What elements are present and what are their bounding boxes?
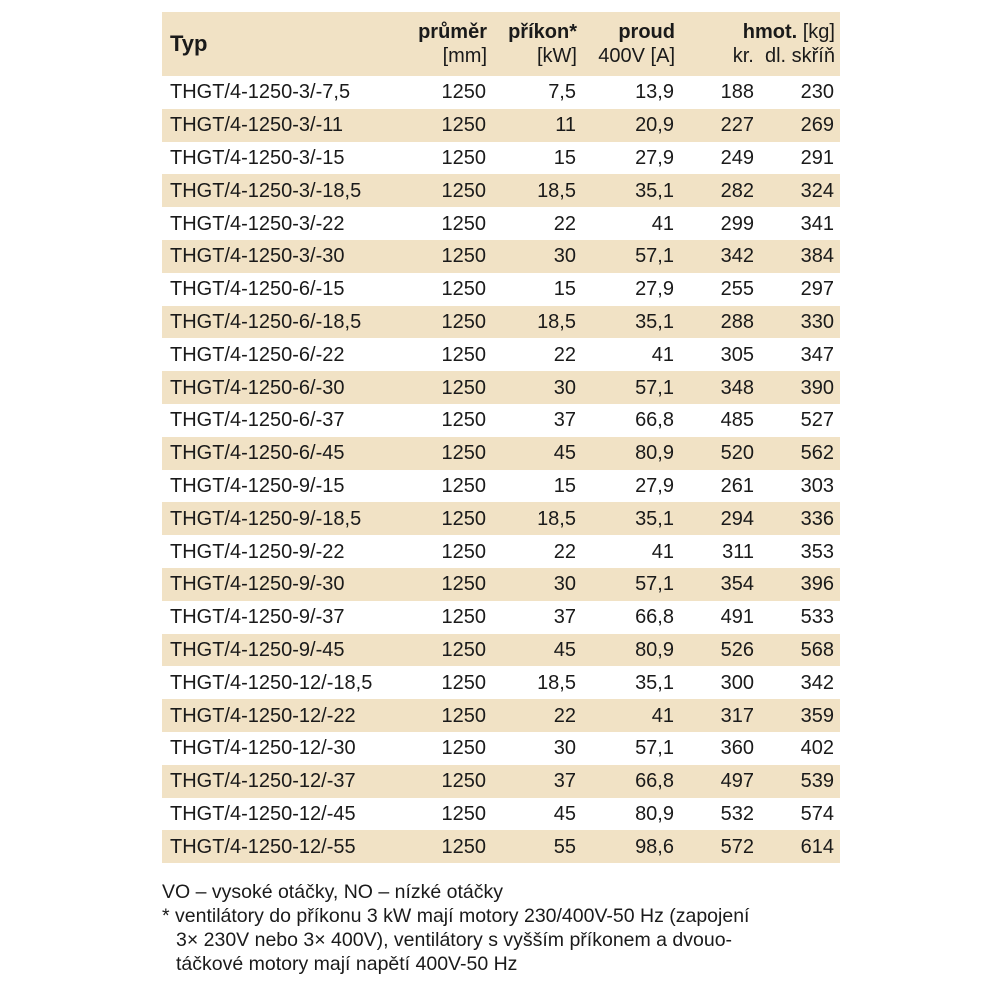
cell-prikon: 22 (553, 540, 576, 563)
header-prikon-label: příkon* (508, 21, 577, 43)
cell-kr: 300 (720, 671, 754, 694)
cell-kr: 227 (680, 109, 760, 142)
cell-proud: 27,9 (635, 474, 674, 497)
cell-prumer: 1250 (403, 240, 492, 273)
cell-kr: 255 (720, 278, 754, 301)
cell-prikon: 7,5 (548, 81, 576, 104)
specs-table (162, 12, 840, 863)
cell-proud: 57,1 (582, 240, 680, 273)
cell-proud: 80,9 (635, 802, 674, 825)
cell-prumer: 1250 (441, 212, 486, 235)
cell-kr: 305 (720, 343, 754, 366)
table-row (162, 470, 840, 503)
cell-dl: 291 (800, 146, 834, 169)
cell-dl: 330 (760, 306, 840, 339)
cell-prumer: 1250 (403, 502, 492, 535)
cell-proud: 35,1 (582, 306, 680, 339)
cell-proud: 41 (582, 699, 680, 732)
cell-dl: 614 (760, 830, 840, 863)
cell-typ: THGT/4-1250-12/-30 (170, 737, 356, 760)
cell-proud: 27,9 (635, 278, 674, 301)
cell-prumer: 1250 (403, 765, 492, 798)
cell-proud: 35,1 (635, 671, 674, 694)
cell-prikon: 30 (492, 240, 582, 273)
cell-dl: 384 (760, 240, 840, 273)
cell-typ: THGT/4-1250-9/-22 (170, 540, 345, 563)
cell-prumer: 1250 (441, 606, 486, 629)
cell-prumer: 1250 (403, 634, 492, 667)
header-proud-label: proud (618, 21, 675, 43)
cell-kr: 360 (720, 737, 754, 760)
cell-typ: THGT/4-1250-3/-18,5 (162, 174, 403, 207)
cell-typ: THGT/4-1250-12/-37 (162, 765, 403, 798)
cell-prumer: 1250 (403, 109, 492, 142)
cell-typ: THGT/4-1250-6/-18,5 (162, 306, 403, 339)
cell-proud: 57,1 (582, 371, 680, 404)
cell-proud: 57,1 (635, 737, 674, 760)
cell-typ: THGT/4-1250-3/-11 (162, 109, 403, 142)
cell-typ: THGT/4-1250-12/-55 (162, 830, 403, 863)
cell-dl: 353 (800, 540, 834, 563)
cell-proud: 41 (651, 343, 674, 366)
cell-kr: 485 (720, 409, 754, 432)
cell-dl: 574 (800, 802, 834, 825)
cell-prumer: 1250 (403, 306, 492, 339)
cell-typ: THGT/4-1250-6/-30 (162, 371, 403, 404)
cell-prikon: 15 (553, 146, 576, 169)
cell-kr: 526 (680, 634, 760, 667)
cell-dl: 347 (800, 343, 834, 366)
legend-note: VO – vysoké otáčky, NO – nízké otáčky (162, 881, 504, 903)
cell-prikon: 15 (553, 474, 576, 497)
cell-typ: THGT/4-1250-9/-45 (162, 634, 403, 667)
cell-prikon: 30 (492, 371, 582, 404)
header-prikon-unit: [kW] (537, 45, 577, 67)
cell-prikon: 18,5 (492, 174, 582, 207)
table-row (162, 207, 840, 240)
table-row (162, 732, 840, 765)
cell-typ: THGT/4-1250-9/-30 (162, 568, 403, 601)
cell-dl: 269 (760, 109, 840, 142)
table-row (162, 601, 840, 634)
cell-prikon: 15 (553, 278, 576, 301)
cell-proud: 57,1 (582, 568, 680, 601)
cell-prumer: 1250 (441, 737, 486, 760)
table-row (162, 306, 840, 339)
cell-kr: 532 (720, 802, 754, 825)
cell-typ: THGT/4-1250-3/-22 (170, 212, 345, 235)
header-hmot (680, 12, 840, 76)
cell-dl: 230 (800, 81, 834, 104)
cell-prikon: 18,5 (492, 306, 582, 339)
cell-prikon: 18,5 (492, 502, 582, 535)
cell-prumer: 1250 (403, 371, 492, 404)
table-row (162, 338, 840, 371)
table-header-row (162, 12, 840, 76)
cell-proud: 35,1 (582, 502, 680, 535)
cell-typ: THGT/4-1250-6/-22 (170, 343, 345, 366)
cell-proud: 66,8 (635, 606, 674, 629)
cell-prumer: 1250 (441, 81, 486, 104)
table-row (162, 568, 840, 601)
cell-prikon: 45 (492, 437, 582, 470)
table-body (162, 76, 840, 863)
cell-prumer: 1250 (441, 278, 486, 301)
cell-dl: 527 (800, 409, 834, 432)
cell-prikon: 55 (492, 830, 582, 863)
cell-prumer: 1250 (441, 474, 486, 497)
cell-dl: 336 (760, 502, 840, 535)
cell-kr: 572 (680, 830, 760, 863)
table-row (162, 76, 840, 109)
cell-prikon: 45 (553, 802, 576, 825)
cell-typ: THGT/4-1250-12/-45 (170, 802, 356, 825)
table-row (162, 502, 840, 535)
cell-prumer: 1250 (441, 802, 486, 825)
cell-kr: 188 (720, 81, 754, 104)
cell-prumer: 1250 (403, 699, 492, 732)
table-row (162, 699, 840, 732)
footnote-line-1: * ventilátory do příkonu 3 kW mají motory 230/400V-50 Hz (zapojení (162, 905, 750, 927)
table-row (162, 535, 840, 568)
cell-dl: 402 (800, 737, 834, 760)
cell-proud: 66,8 (582, 765, 680, 798)
cell-dl: 568 (760, 634, 840, 667)
header-hmot-dl: dl. skříň (764, 45, 835, 67)
cell-kr: 288 (680, 306, 760, 339)
cell-prikon: 30 (492, 568, 582, 601)
cell-proud: 98,6 (582, 830, 680, 863)
cell-prumer: 1250 (441, 540, 486, 563)
header-proud (582, 12, 680, 76)
cell-dl: 396 (760, 568, 840, 601)
cell-typ: THGT/4-1250-12/-22 (162, 699, 403, 732)
cell-typ: THGT/4-1250-12/-18,5 (170, 671, 373, 694)
header-proud-unit: 400V [A] (598, 45, 675, 67)
table-row (162, 798, 840, 831)
cell-kr: 311 (722, 540, 754, 563)
cell-kr: 342 (680, 240, 760, 273)
cell-prumer: 1250 (441, 146, 486, 169)
header-prumer-label: průměr (418, 21, 487, 43)
table-row (162, 273, 840, 306)
cell-kr: 520 (680, 437, 760, 470)
cell-kr: 294 (680, 502, 760, 535)
cell-prumer: 1250 (403, 174, 492, 207)
table-row (162, 240, 840, 273)
cell-prikon: 22 (553, 212, 576, 235)
cell-dl: 359 (760, 699, 840, 732)
cell-prikon: 30 (553, 737, 576, 760)
cell-dl: 303 (800, 474, 834, 497)
cell-typ: THGT/4-1250-6/-15 (170, 278, 345, 301)
cell-typ: THGT/4-1250-3/-30 (162, 240, 403, 273)
cell-dl: 539 (760, 765, 840, 798)
table-row (162, 109, 840, 142)
cell-prikon: 22 (492, 699, 582, 732)
footnotes (162, 880, 882, 976)
cell-typ: THGT/4-1250-6/-37 (170, 409, 345, 432)
cell-prumer: 1250 (403, 568, 492, 601)
cell-kr: 249 (720, 146, 754, 169)
cell-prikon: 37 (553, 409, 576, 432)
header-hmot-kr: kr. (732, 45, 754, 67)
cell-kr: 317 (680, 699, 760, 732)
cell-proud: 13,9 (635, 81, 674, 104)
table-row (162, 666, 840, 699)
cell-dl: 533 (800, 606, 834, 629)
cell-kr: 497 (680, 765, 760, 798)
cell-typ: THGT/4-1250-9/-15 (170, 474, 345, 497)
cell-prikon: 11 (492, 109, 582, 142)
cell-proud: 41 (651, 212, 674, 235)
cell-typ: THGT/4-1250-9/-18,5 (162, 502, 403, 535)
cell-kr: 348 (680, 371, 760, 404)
cell-prumer: 1250 (403, 830, 492, 863)
cell-proud: 41 (651, 540, 674, 563)
cell-prikon: 45 (492, 634, 582, 667)
table-row (162, 371, 840, 404)
cell-typ: THGT/4-1250-6/-45 (162, 437, 403, 470)
table-row (162, 830, 840, 863)
cell-prumer: 1250 (441, 671, 486, 694)
cell-kr: 299 (720, 212, 754, 235)
cell-prikon: 22 (553, 343, 576, 366)
footnote-line-3: táčkové motory mají napětí 400V-50 Hz (176, 953, 518, 975)
cell-prikon: 37 (492, 765, 582, 798)
cell-dl: 297 (800, 278, 834, 301)
cell-prumer: 1250 (403, 437, 492, 470)
header-hmot-unit: [kg] (802, 21, 835, 43)
cell-proud: 66,8 (635, 409, 674, 432)
cell-typ: THGT/4-1250-3/-7,5 (170, 81, 351, 104)
header-prumer (403, 12, 492, 76)
cell-proud: 27,9 (635, 146, 674, 169)
cell-proud: 80,9 (582, 634, 680, 667)
cell-dl: 562 (760, 437, 840, 470)
cell-kr: 354 (680, 568, 760, 601)
cell-prumer: 1250 (441, 343, 486, 366)
cell-kr: 261 (720, 474, 754, 497)
cell-dl: 390 (760, 371, 840, 404)
table-row (162, 404, 840, 437)
table-row (162, 142, 840, 175)
cell-kr: 282 (680, 174, 760, 207)
cell-dl: 342 (800, 671, 834, 694)
cell-proud: 20,9 (582, 109, 680, 142)
cell-prikon: 37 (553, 606, 576, 629)
table-row (162, 437, 840, 470)
cell-dl: 341 (800, 212, 834, 235)
cell-kr: 491 (720, 606, 754, 629)
header-hmot-label: hmot. (742, 21, 798, 43)
table-row (162, 634, 840, 667)
cell-typ: THGT/4-1250-3/-15 (170, 146, 345, 169)
cell-prikon: 18,5 (537, 671, 576, 694)
cell-typ: THGT/4-1250-9/-37 (170, 606, 345, 629)
header-prumer-unit: [mm] (442, 45, 487, 67)
cell-proud: 80,9 (582, 437, 680, 470)
footnote-line-2: 3× 230V nebo 3× 400V), ventilátory s vyšším příkonem a dvouo- (176, 929, 733, 951)
table-row (162, 174, 840, 207)
cell-prumer: 1250 (441, 409, 486, 432)
table-row (162, 765, 840, 798)
cell-dl: 324 (760, 174, 840, 207)
header-typ: Typ (170, 31, 208, 56)
header-prikon (492, 12, 582, 76)
cell-proud: 35,1 (582, 174, 680, 207)
